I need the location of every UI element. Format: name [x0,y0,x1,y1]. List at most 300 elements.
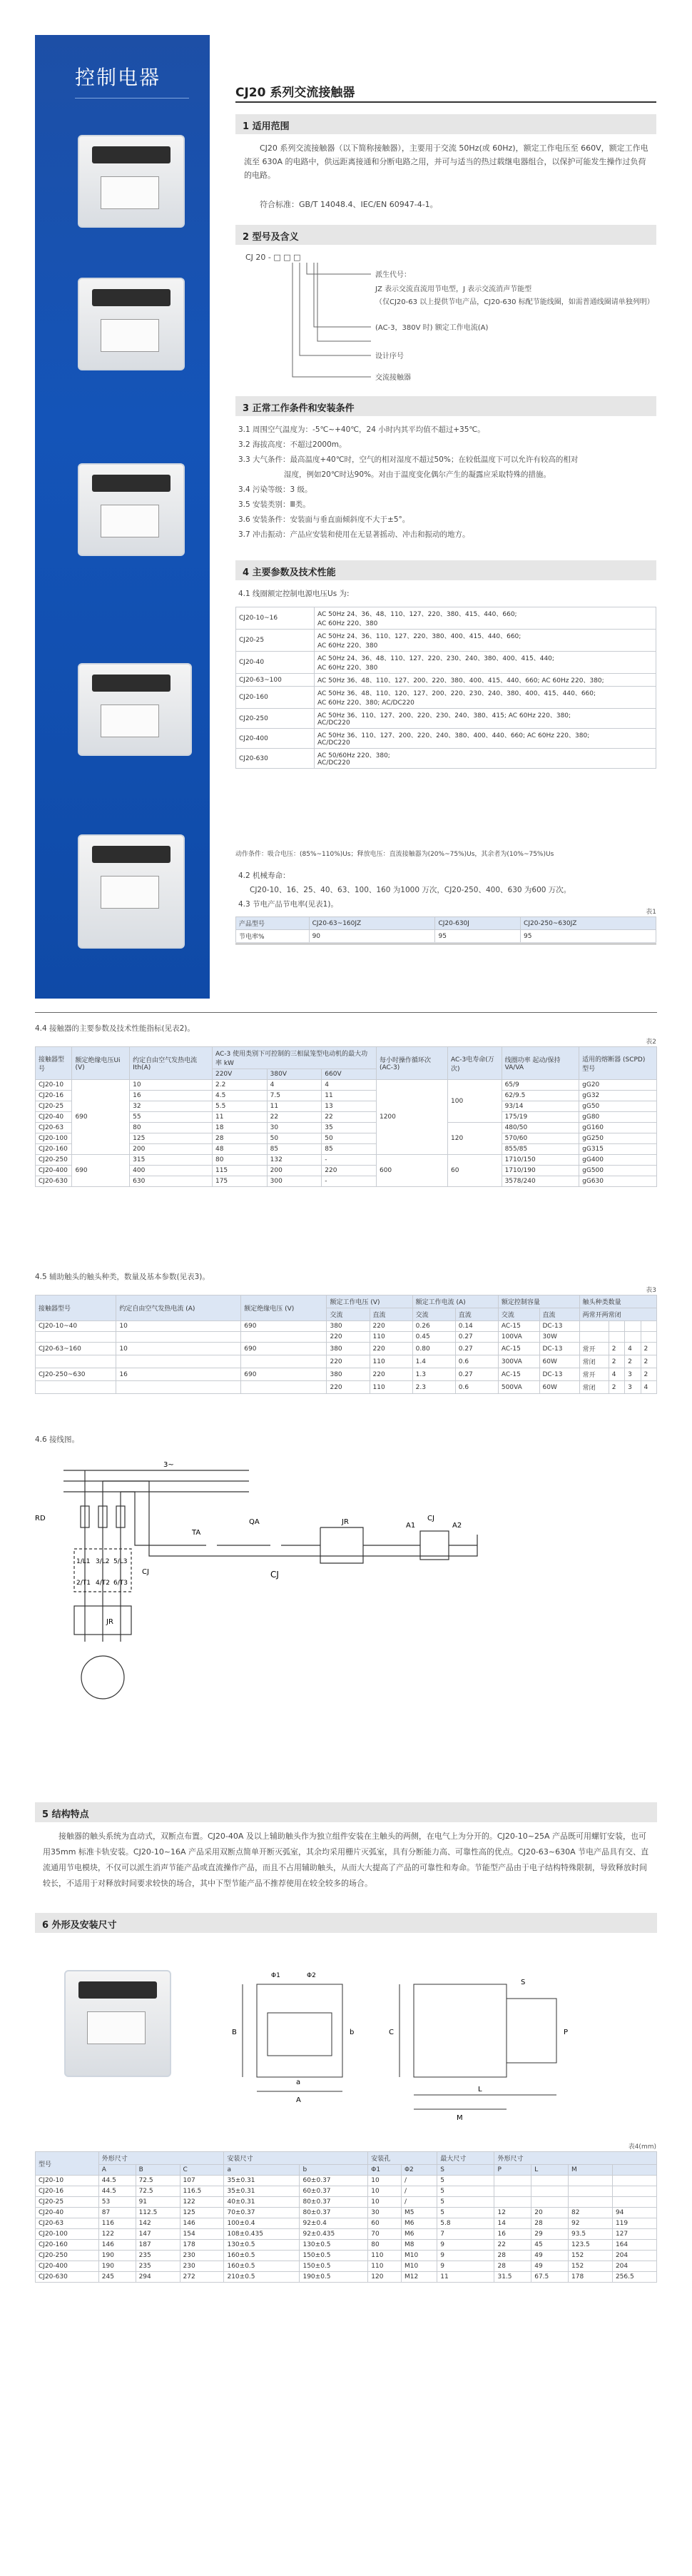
table-cell [609,1332,624,1343]
paragraph: 接触器的触头系统为直动式，双断点布置。CJ20-40A 及以上辅助触头作为独立组件安装在主触头的两侧，在电气上为分开的。CJ20-10~25A 产品既可用螺钉安装，也可用35mm 标准卡轨安装。CJ20-10~16A 产品采用双断点简单开断灭弧室，其余均采用栅片灭弧室，具有分断能力高、可靠性高的优点。CJ20-63~630A 节电产品具有交、直流通用节电模块，不仅可以派生消声节能产品或直流操作产品，而且不占用辅助触头，从而大大提高了产品的可靠性和寿命。节能型产品由于电子结构特殊限制，导致释放时间较长，不适用于对释放时间要求较快的场合，其中下型节能产品不推荐使用在较全较多的场合。 [43,1832,649,1888]
table-cell: 10 [368,2176,402,2186]
table-row [236,749,656,769]
svg-text:A2: A2 [452,1522,462,1530]
table-cell: 130±0.5 [224,2240,300,2251]
table-cell: M10 [401,2261,437,2272]
table-cell: 220 [370,1343,412,1355]
table-cell: 115 [212,1166,267,1176]
table-cell: 690 [241,1368,327,1381]
table-cell: 110 [370,1332,412,1343]
table-cell: 60 [448,1155,502,1187]
table-cell: M8 [401,2240,437,2251]
table-cell: gG20 [579,1080,657,1091]
table-cell: 178 [569,2272,613,2283]
table-cell: 0.45 [412,1332,455,1343]
product-image [78,278,185,370]
table-cell: CJ20-400 [36,2261,99,2272]
table-cell: 11 [437,2272,494,2283]
table-cell [579,1332,609,1343]
table-cell: 50 [322,1133,377,1144]
table-cell: gG160 [579,1123,657,1133]
table-cell: 294 [136,2272,180,2283]
table-cell: AC 50Hz 24、36、48、110、127、220、380、415、440、660; AC 60Hz 220、380 [315,607,656,630]
table-cell: AC 50Hz 36、48、110、120、127、200、220、230、240、380、400、415、440、660; AC 60Hz 220、380; AC/DC220 [315,687,656,709]
table-cell: 60±0.37 [300,2176,368,2186]
table-cell: 230 [180,2251,224,2261]
table-cell: 122 [98,2229,136,2240]
table-cell: 11 [322,1091,377,1101]
table-cell: CJ20-10 [36,2176,99,2186]
table-cell: 220 [327,1355,370,1368]
table-row [236,630,656,652]
table-row [36,2176,657,2186]
table-cell: 55 [130,1112,213,1123]
table-cell: 146 [180,2218,224,2229]
table-cell [569,2186,613,2197]
table-label: 表3 [646,1287,656,1294]
table-cell: 190 [98,2261,136,2272]
table-cell: 100VA [498,1332,539,1343]
table-cell: 10 [116,1343,241,1355]
table-row [36,1155,657,1166]
svg-text:3/L2: 3/L2 [96,1558,110,1565]
table-cell [116,1332,241,1343]
table-cell: 72.5 [136,2176,180,2186]
svg-text:JR: JR [342,1518,349,1526]
table-cell [531,2186,569,2197]
list-item: 湿度，例如20℃时达90%。对由于温度变化偶尔产生的凝露应采取特殊的措施。 [284,470,551,479]
svg-text:3~: 3~ [163,1461,174,1469]
table-cell [625,1332,641,1343]
table-cell: 50 [267,1133,322,1144]
table-cell: 49 [531,2251,569,2261]
table-cell: 175/19 [502,1112,579,1123]
table-cell [494,2197,531,2208]
product-image [78,663,192,756]
table-cell: 160±0.5 [224,2251,300,2261]
svg-text:M: M [457,2114,463,2122]
table-cell: 119 [612,2218,656,2229]
table-cell: DC-13 [539,1321,579,1332]
table-cell [36,1355,116,1368]
table-cell: 28 [212,1133,267,1144]
table-cell: 300 [267,1176,322,1187]
table-cell: 常开 [579,1368,609,1381]
table-cell: 630 [130,1176,213,1187]
table-row [36,2208,657,2218]
table-cell: AC-15 [498,1321,539,1332]
table-cell: CJ20-40 [36,1112,72,1123]
table-cell: 32 [130,1101,213,1112]
table-cell: CJ20-250 [36,1155,72,1166]
table-cell: 22 [494,2240,531,2251]
table-cell: 9 [437,2261,494,2272]
table-row [36,1321,657,1332]
table-row [36,2218,657,2229]
table-cell: CJ20-25 [36,2197,99,2208]
table-cell: 116 [98,2218,136,2229]
table-cell: 108±0.435 [224,2229,300,2240]
table-cell: 130±0.5 [300,2240,368,2251]
table-cell: 112.5 [136,2208,180,2218]
table-cell: CJ20-10~40 [36,1321,116,1332]
table-cell: 80±0.37 [300,2197,368,2208]
table-cell: 9 [437,2240,494,2251]
table-row [36,2229,657,2240]
table-row [36,2240,657,2251]
table-cell: 85 [267,1144,322,1155]
dimension-drawing [214,1956,656,2127]
saving-table: 产品型号 CJ20-63~160JZ CJ20-630J CJ20-250~630JZ 节电率% 90 95 95 [235,916,656,943]
table-cell: 175 [212,1176,267,1187]
table-cell: 100 [448,1080,502,1123]
table-cell: 2 [625,1355,641,1368]
model-code: CJ 20 - □ □ □ [245,253,301,262]
table-cell: 30 [267,1123,322,1133]
table-cell: 147 [136,2229,180,2240]
table-cell: 272 [180,2272,224,2283]
table-row [36,2186,657,2197]
table-cell: 480/50 [502,1123,579,1133]
table-row [236,607,656,630]
table-cell: 2 [641,1368,657,1381]
paragraph: 4.3 节电产品节电率(见表1)。 [238,900,338,909]
table-cell: 2.3 [412,1381,455,1394]
table-cell: 690 [72,1080,130,1155]
table-cell: 80 [212,1155,267,1166]
table-cell: 122 [180,2197,224,2208]
table-cell: M10 [401,2251,437,2261]
table-cell: CJ20-40 [36,2208,99,2218]
model-item: JZ 表示交流直流用节电型，J 表示交流消声节能型 [375,286,532,293]
svg-text:Φ1: Φ1 [271,1972,280,1979]
table-cell: 154 [180,2229,224,2240]
table-cell: 45 [531,2240,569,2251]
table-cell: 0.27 [455,1343,498,1355]
table-cell: CJ20-630 [36,2272,99,2283]
page-title: CJ20 系列交流接触器 [235,86,355,100]
table-cell: 855/85 [502,1144,579,1155]
svg-text:A: A [296,2096,301,2104]
list-item: 3.5 安装类别：Ⅲ类。 [238,500,310,509]
table-cell: 5.8 [437,2218,494,2229]
dimension-table: 型号 外形尺寸 安装尺寸 安装孔 最大尺寸 外形尺寸 A B C a b Φ1 Φ2 S P L M CJ20-10 44.5 72.5 107 35±0.31 60±0.37 10 / 5 CJ20-16 44.5 72.5 116.5 35±0.31 60±0.37 10 / 5 CJ20-25 53 91 122 40±0.31 80±0.37 10 / 5 CJ20-40 87 112.5 125 70±0.37 80±0.37 30 M5 5 12 20 82 94 CJ20-63 116 142 146 100±0.4 92±0.4 60 M6 5.8 14 28 92 119 CJ20-100 122 147 154 108±0.435 92±0.435 70 M6 7 16 29 93.5 127 CJ20-160 146 187 178 130±0.5 130±0.5 80 M8 9 22 45 123.5 164 CJ20-250 190 235 230 160±0.5 150±0.5 110 M10 9 28 49 152 204 CJ20-400 190 235 230 160±0.5 150±0.5 110 M10 9 28 49 152 204 CJ20-630 245 294 272 210±0.5 190±0.5 120 M12 11 31.5 67.5 178 256.5 [35,2151,657,2283]
table-cell: 110 [368,2261,402,2272]
table-cell: 93.5 [569,2229,613,2240]
table-cell [641,1321,657,1332]
table-cell: 10 [130,1080,213,1091]
svg-text:6/T3: 6/T3 [113,1580,128,1587]
table-cell: 22 [267,1112,322,1123]
table-cell: 18 [212,1123,267,1133]
table-cell: 53 [98,2197,136,2208]
table-cell: 3578/240 [502,1176,579,1187]
table-cell: 315 [130,1155,213,1166]
table-cell: CJ20-630 [236,749,315,769]
table-cell: AC 50Hz 24、36、48、110、127、220、230、240、380、400、415、440; AC 60Hz 220、380 [315,652,656,674]
table-cell: 常开 [579,1343,609,1355]
table-cell: 120 [448,1123,502,1155]
table-cell: 245 [98,2272,136,2283]
table-cell: 16 [116,1368,241,1381]
table-cell: 146 [98,2240,136,2251]
table-cell: 10 [368,2197,402,2208]
table-cell: 30W [539,1332,579,1343]
table-cell: 5 [437,2197,494,2208]
table-cell: 220 [327,1381,370,1394]
table-cell: 235 [136,2251,180,2261]
svg-text:a: a [296,2079,301,2086]
table-cell: CJ20-160 [236,687,315,709]
table-cell: 152 [569,2251,613,2261]
table-cell: 0.6 [455,1355,498,1368]
table-row [36,2272,657,2283]
table-cell: 125 [180,2208,224,2218]
table-cell [36,1332,116,1343]
product-image [64,1970,171,2077]
list-item: 3.3 大气条件：最高温度+40℃时，空气的相对湿度不超过50%；在较低温度下可以允许有较高的相对 [238,455,579,464]
table-cell: 11 [267,1101,322,1112]
table-cell: 380 [327,1321,370,1332]
table-cell: 10 [116,1321,241,1332]
table-cell: 0.14 [455,1321,498,1332]
table-row [36,2251,657,2261]
table-row [236,709,656,729]
product-image [78,834,185,949]
table-cell: 220 [370,1368,412,1381]
table-cell [531,2197,569,2208]
table-cell: 60W [539,1381,579,1394]
table-cell: 5 [437,2176,494,2186]
table-row [36,2197,657,2208]
table-cell: 16 [130,1091,213,1101]
table-cell: 44.5 [98,2186,136,2197]
table-cell: 230 [180,2261,224,2272]
table-cell: 200 [130,1144,213,1155]
model-item: (AC-3，380V 时) 额定工作电流(A) [375,324,489,332]
model-item: 派生代号： [375,271,411,279]
table-cell [612,2176,656,2186]
table-cell: 2 [609,1343,624,1355]
table-cell: 1200 [376,1080,447,1155]
table-cell: 380 [327,1343,370,1355]
table-cell: CJ20-160 [36,2240,99,2251]
table-cell: 67.5 [531,2272,569,2283]
table-cell [579,1321,609,1332]
table-cell [612,2197,656,2208]
table-row [236,652,656,674]
table-label: 表1 [646,909,656,916]
paragraph: CJ20-10、16、25、40、63、100、160 为1000 万次，CJ20-250、400、630 为600 万次。 [250,886,571,894]
table-label: 表4(mm) [628,2143,656,2151]
table-cell: 110 [370,1355,412,1368]
table-cell: AC-15 [498,1368,539,1381]
svg-text:C: C [389,2029,394,2036]
table-cell [569,2176,613,2186]
table-cell: 40±0.31 [224,2197,300,2208]
table-cell: CJ20-100 [36,2229,99,2240]
table-cell: 4 [267,1080,322,1091]
table-cell: 80 [368,2240,402,2251]
section-title: 2 型号及含义 [235,225,656,245]
table-cell: 4 [609,1368,624,1381]
conditions-list [238,423,652,542]
svg-text:2/T1: 2/T1 [76,1580,91,1587]
table-cell: AC 50/60Hz 220、380; AC/DC220 [315,749,656,769]
product-image [78,463,185,556]
svg-text:5/L3: 5/L3 [113,1558,128,1565]
table-cell: gG315 [579,1144,657,1155]
table-cell: 690 [241,1321,327,1332]
table-cell: 9 [437,2251,494,2261]
table-cell: 48 [212,1144,267,1155]
table-cell: 204 [612,2261,656,2272]
sidebar-banner [35,35,210,999]
table-cell: - [322,1176,377,1187]
table-cell: 常闭 [579,1381,609,1394]
list-item: 3.6 安装条件：安装面与垂直面倾斜度不大于±5°。 [238,515,410,524]
table-cell: 72.5 [136,2186,180,2197]
table-cell: AC 50Hz 36、48、110、127、200、220、380、400、415、440、660; AC 60Hz 220、380; [315,674,656,687]
table-cell: 150±0.5 [300,2261,368,2272]
coil-voltage-table [235,607,656,769]
table-cell: 7.5 [267,1091,322,1101]
table-cell: 80 [130,1123,213,1133]
table-cell: 11 [212,1112,267,1123]
table-cell: 65/9 [502,1080,579,1091]
product-image [78,135,185,228]
table-cell: 0.80 [412,1343,455,1355]
table-cell: AC 50Hz 36、110、127、200、220、230、240、380、415; AC 60Hz 220、380; AC/DC220 [315,709,656,729]
table-cell: gG50 [579,1101,657,1112]
table-cell: 120 [368,2272,402,2283]
table-cell: CJ20-16 [36,1091,72,1101]
table-cell: 60±0.37 [300,2186,368,2197]
table-cell: 187 [136,2240,180,2251]
paragraph: CJ20 系列交流接触器（以下简称接触器），主要用于交流 50Hz(或 60Hz)，额定工作电压至 660V，额定工作电流至 630A 的电路中，供远距离接通和分断电路之用，并可与适当的热过载继电器组合，以保护可能发生操作过负荷的电路。 [244,143,648,180]
table-row [236,687,656,709]
table-cell: 0.26 [412,1321,455,1332]
table-cell: CJ20-10 [36,1080,72,1091]
table-cell: 28 [531,2218,569,2229]
svg-text:L: L [478,2086,482,2093]
table-cell: CJ20-10~16 [236,607,315,630]
section-title: 5 结构特点 [35,1802,657,1822]
table-cell: 152 [569,2261,613,2272]
table-cell: 80±0.37 [300,2208,368,2218]
table-cell: gG80 [579,1112,657,1123]
list-item: 3.7 冲击振动：产品应安装和使用在无显著摇动、冲击和振动的地方。 [238,530,470,539]
paragraph: 4.4 接触器的主要参数及技术性能指标(见表2)。 [35,1024,195,1033]
table-cell: 49 [531,2261,569,2272]
table-row [36,1355,657,1368]
table-cell: CJ20-40 [236,652,315,674]
paragraph: 4.6 接线图。 [35,1435,80,1444]
table-cell: CJ20-250 [36,2251,99,2261]
table-cell: 20 [531,2208,569,2218]
table-cell: 2 [641,1355,657,1368]
table-cell: 190 [98,2251,136,2261]
table-cell: 16 [494,2229,531,2240]
note: 动作条件：吸合电压：(85%~110%)Us；释放电压：直流接触器为(20%~75%)Us，其余者为(10%~75%)Us [235,851,554,858]
table-cell: DC-13 [539,1368,579,1381]
table-cell: 690 [241,1343,327,1355]
table-cell: 127 [612,2229,656,2240]
svg-text:P: P [564,2029,569,2036]
table-cell: CJ20-400 [236,729,315,749]
table-cell: 3 [625,1381,641,1394]
table-cell: 220 [370,1321,412,1332]
divider [235,101,656,103]
table-cell: CJ20-160 [36,1144,72,1155]
table-cell: 82 [569,2208,613,2218]
table-cell [494,2176,531,2186]
table-cell: 70±0.37 [224,2208,300,2218]
table-cell: 60 [368,2218,402,2229]
table-cell: 0.27 [455,1368,498,1381]
svg-text:Φ2: Φ2 [307,1972,316,1979]
table-cell: 4 [641,1381,657,1394]
table-cell [625,1321,641,1332]
table-cell: 12 [494,2208,531,2218]
list-item: 3.1 周围空气温度为：-5℃~+40℃，24 小时内其平均值不超过+35℃。 [238,425,485,434]
model-item: （仅CJ20-63 以上提供节电产品，CJ20-630 标配节能线圈，如需普通线圈请单独列明） [375,298,654,306]
table-cell: / [401,2197,437,2208]
table-row [36,1343,657,1355]
table-cell: gG500 [579,1166,657,1176]
table-cell: 1.3 [412,1368,455,1381]
table-cell [612,2186,656,2197]
table-cell: M12 [401,2272,437,2283]
table-cell: gG32 [579,1091,657,1101]
table-cell: M6 [401,2218,437,2229]
table-cell: / [401,2176,437,2186]
table-cell: 93/14 [502,1101,579,1112]
table-cell: 150±0.5 [300,2251,368,2261]
table-row [36,1381,657,1394]
section-title: 3 正常工作条件和安装条件 [235,396,656,416]
table-cell: 690 [72,1155,130,1187]
svg-text:b: b [350,2029,355,2036]
table-cell: 116.5 [180,2186,224,2197]
svg-text:B: B [232,2029,237,2036]
table-cell: 22 [322,1112,377,1123]
section-title: 6 外形及安装尺寸 [35,1913,657,1933]
list-item: 3.2 海拔高度：不超过2000m。 [238,440,347,449]
table-cell: 100±0.4 [224,2218,300,2229]
table-cell: 160±0.5 [224,2261,300,2272]
table-cell: CJ20-63~160 [36,1343,116,1355]
table-row [236,674,656,687]
svg-text:JR: JR [106,1618,113,1626]
model-item: 交流接触器 [375,374,411,382]
table-cell: 87 [98,2208,136,2218]
table-cell: gG250 [579,1133,657,1144]
table-cell: 2.2 [212,1080,267,1091]
table-cell: 500VA [498,1381,539,1394]
divider [35,1012,657,1013]
svg-text:A1: A1 [406,1522,416,1530]
table-cell: CJ20-25 [36,1101,72,1112]
table-cell: 110 [370,1381,412,1394]
table-cell: CJ20-16 [36,2186,99,2197]
table-cell: 14 [494,2218,531,2229]
table-cell: CJ20-63 [36,2218,99,2229]
table-cell: CJ20-100 [36,1133,72,1144]
table-cell: 92±0.4 [300,2218,368,2229]
table-row [36,1332,657,1343]
table-cell: gG630 [579,1176,657,1187]
